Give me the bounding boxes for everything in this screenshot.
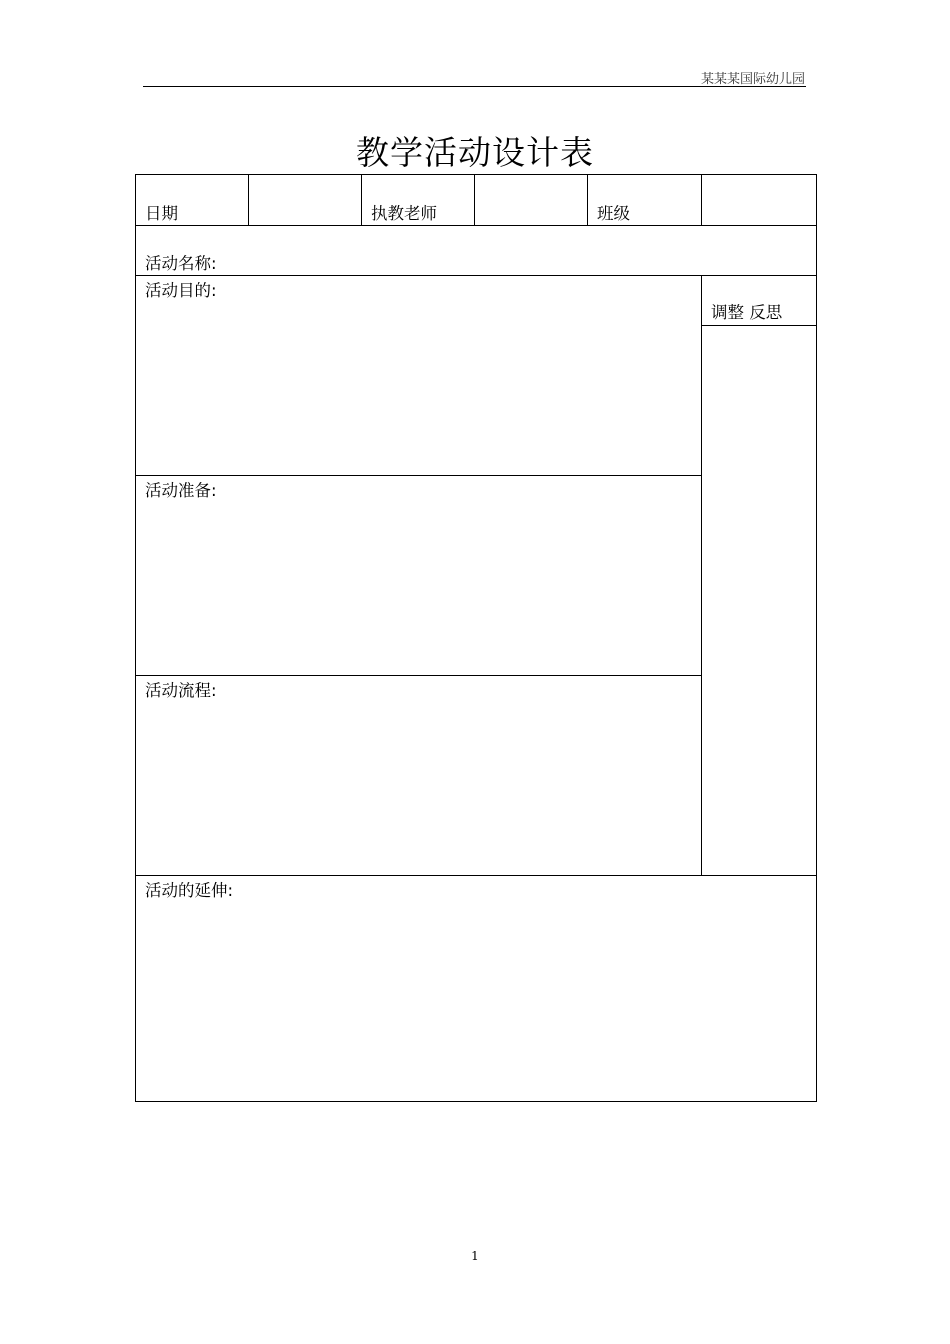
activity-goal-label: 活动目的: bbox=[145, 281, 217, 300]
activity-extension-label: 活动的延伸: bbox=[145, 881, 234, 900]
header-org-name: 某某某国际幼儿园 bbox=[700, 72, 805, 87]
activity-prep-field[interactable] bbox=[136, 476, 702, 676]
header-divider bbox=[143, 86, 806, 87]
activity-prep-label: 活动准备: bbox=[145, 481, 217, 500]
class-label: 班级 bbox=[588, 175, 702, 226]
activity-process-field[interactable] bbox=[136, 676, 702, 876]
header-row bbox=[136, 175, 817, 226]
activity-process-label: 活动流程: bbox=[145, 681, 217, 700]
teacher-label: 执教老师 bbox=[362, 175, 475, 226]
activity-design-table bbox=[135, 174, 817, 1102]
activity-extension-field[interactable] bbox=[136, 876, 817, 1102]
activity-goal-field[interactable] bbox=[136, 276, 702, 476]
document-title: 教学活动设计表 bbox=[356, 133, 594, 172]
activity-name-label: 活动名称: bbox=[145, 254, 217, 273]
activity-goal-row bbox=[136, 276, 817, 476]
activity-extension-row bbox=[136, 876, 817, 1102]
activity-name-field[interactable] bbox=[136, 226, 817, 276]
reflection-column bbox=[702, 276, 817, 876]
reflection-label: 调整 反思 bbox=[702, 276, 816, 326]
activity-name-row bbox=[136, 226, 817, 276]
teacher-field[interactable] bbox=[475, 175, 588, 226]
page-number: 1 bbox=[471, 1249, 479, 1263]
date-field[interactable] bbox=[249, 175, 362, 226]
date-label: 日期 bbox=[136, 175, 249, 226]
reflection-field[interactable] bbox=[702, 326, 816, 875]
class-field[interactable] bbox=[702, 175, 817, 226]
